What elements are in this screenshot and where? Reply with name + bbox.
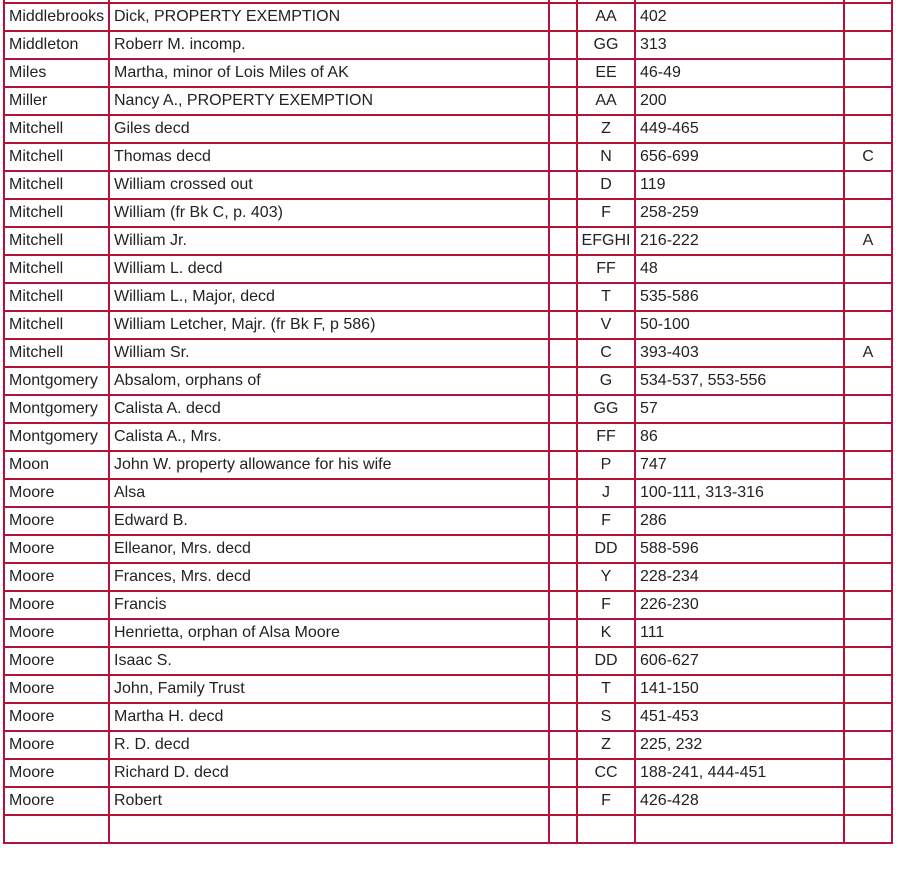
given-name-cell: William L., Major, decd <box>109 283 549 311</box>
note-cell <box>844 87 892 115</box>
blank-cell <box>549 31 577 59</box>
given-name-cell: Roberr M. incomp. <box>109 31 549 59</box>
book-cell: Y <box>577 563 635 591</box>
book-cell: K <box>577 619 635 647</box>
note-cell <box>844 283 892 311</box>
given-name-cell: William (fr Bk C, p. 403) <box>109 199 549 227</box>
estate-index-table <box>3 0 893 844</box>
given-name-cell: Francis <box>109 591 549 619</box>
blank-cell <box>549 535 577 563</box>
given-name-cell: Robert <box>109 787 549 815</box>
surname-cell: Moore <box>4 647 109 675</box>
surname-cell: Mitchell <box>4 255 109 283</box>
book-cell: FF <box>577 423 635 451</box>
blank-cell <box>549 115 577 143</box>
book-cell: EE <box>577 59 635 87</box>
pages-cell: 286 <box>635 507 844 535</box>
pages-cell: 606-627 <box>635 647 844 675</box>
blank-cell <box>549 619 577 647</box>
given-name-cell: Martha H. decd <box>109 703 549 731</box>
table-row <box>4 619 892 647</box>
table-row <box>4 283 892 311</box>
pages-cell: 141-150 <box>635 675 844 703</box>
table-row <box>4 339 892 367</box>
blank-cell <box>549 647 577 675</box>
pages-cell: 46-49 <box>635 59 844 87</box>
surname-cell: Middleton <box>4 31 109 59</box>
note-cell <box>844 31 892 59</box>
blank-cell <box>549 199 577 227</box>
table-row <box>4 31 892 59</box>
table-row <box>4 143 892 171</box>
table-row <box>4 311 892 339</box>
table-row <box>4 451 892 479</box>
note-cell <box>844 311 892 339</box>
table-row <box>4 199 892 227</box>
table-row <box>4 731 892 759</box>
pages-cell: 111 <box>635 619 844 647</box>
surname-cell: Moore <box>4 619 109 647</box>
table-row <box>4 647 892 675</box>
pages-cell <box>635 815 844 843</box>
pages-cell: 535-586 <box>635 283 844 311</box>
blank-cell <box>549 787 577 815</box>
pages-cell: 393-403 <box>635 339 844 367</box>
pages-cell: 588-596 <box>635 535 844 563</box>
book-cell: DD <box>577 535 635 563</box>
table-row <box>4 787 892 815</box>
given-name-cell: William crossed out <box>109 171 549 199</box>
surname-cell: Mitchell <box>4 143 109 171</box>
given-name-cell: Isaac S. <box>109 647 549 675</box>
given-name-cell: Alsa <box>109 479 549 507</box>
surname-cell: Mitchell <box>4 171 109 199</box>
table-row <box>4 591 892 619</box>
given-name-cell: Giles decd <box>109 115 549 143</box>
note-cell <box>844 3 892 31</box>
pages-cell: 228-234 <box>635 563 844 591</box>
note-cell: A <box>844 227 892 255</box>
book-cell: AA <box>577 87 635 115</box>
blank-cell <box>549 59 577 87</box>
given-name-cell: R. D. decd <box>109 731 549 759</box>
blank-cell <box>549 703 577 731</box>
surname-cell: Moore <box>4 507 109 535</box>
given-name-cell: Elleanor, Mrs. decd <box>109 535 549 563</box>
given-name-cell: Nancy A., PROPERTY EXEMPTION <box>109 87 549 115</box>
surname-cell: Moore <box>4 703 109 731</box>
book-cell <box>577 815 635 843</box>
given-name-cell: Dick, PROPERTY EXEMPTION <box>109 3 549 31</box>
note-cell <box>844 591 892 619</box>
blank-cell <box>549 227 577 255</box>
pages-cell: 86 <box>635 423 844 451</box>
surname-cell: Moore <box>4 479 109 507</box>
note-cell <box>844 507 892 535</box>
given-name-cell: William Jr. <box>109 227 549 255</box>
note-cell <box>844 731 892 759</box>
pages-cell: 226-230 <box>635 591 844 619</box>
surname-cell: Mitchell <box>4 283 109 311</box>
blank-cell <box>549 339 577 367</box>
pages-cell: 451-453 <box>635 703 844 731</box>
given-name-cell: Absalom, orphans of <box>109 367 549 395</box>
blank-cell <box>549 731 577 759</box>
blank-cell <box>549 479 577 507</box>
book-cell: T <box>577 675 635 703</box>
note-cell <box>844 59 892 87</box>
surname-cell: Mitchell <box>4 311 109 339</box>
given-name-cell: Frances, Mrs. decd <box>109 563 549 591</box>
blank-cell <box>549 423 577 451</box>
given-name-cell: Calista A., Mrs. <box>109 423 549 451</box>
pages-cell: 656-699 <box>635 143 844 171</box>
blank-cell <box>549 283 577 311</box>
given-name-cell: John, Family Trust <box>109 675 549 703</box>
book-cell: Z <box>577 731 635 759</box>
book-cell: AA <box>577 3 635 31</box>
pages-cell: 216-222 <box>635 227 844 255</box>
pages-cell: 426-428 <box>635 787 844 815</box>
blank-cell <box>549 563 577 591</box>
blank-cell <box>549 507 577 535</box>
note-cell <box>844 115 892 143</box>
pages-cell: 449-465 <box>635 115 844 143</box>
book-cell: FF <box>577 255 635 283</box>
blank-cell <box>549 87 577 115</box>
book-cell: D <box>577 171 635 199</box>
surname-cell: Montgomery <box>4 367 109 395</box>
surname-cell <box>4 815 109 843</box>
table-row <box>4 563 892 591</box>
table-row <box>4 115 892 143</box>
note-cell <box>844 787 892 815</box>
note-cell <box>844 395 892 423</box>
table-row <box>4 759 892 787</box>
book-cell: EFGHI <box>577 227 635 255</box>
note-cell <box>844 479 892 507</box>
pages-cell: 534-537, 553-556 <box>635 367 844 395</box>
blank-cell <box>549 675 577 703</box>
surname-cell: Moore <box>4 759 109 787</box>
note-cell: A <box>844 339 892 367</box>
blank-cell <box>549 171 577 199</box>
estate-index-body <box>4 0 892 843</box>
surname-cell: Mitchell <box>4 115 109 143</box>
table-row <box>4 367 892 395</box>
pages-cell: 188-241, 444-451 <box>635 759 844 787</box>
note-cell <box>844 619 892 647</box>
blank-cell <box>549 759 577 787</box>
surname-cell: Montgomery <box>4 423 109 451</box>
pages-cell: 50-100 <box>635 311 844 339</box>
pages-cell: 313 <box>635 31 844 59</box>
given-name-cell: Thomas decd <box>109 143 549 171</box>
given-name-cell: William L. decd <box>109 255 549 283</box>
table-row <box>4 703 892 731</box>
book-cell: GG <box>577 31 635 59</box>
book-cell: F <box>577 199 635 227</box>
book-cell: J <box>577 479 635 507</box>
given-name-cell: Calista A. decd <box>109 395 549 423</box>
book-cell: G <box>577 367 635 395</box>
note-cell <box>844 647 892 675</box>
given-name-cell: Henrietta, orphan of Alsa Moore <box>109 619 549 647</box>
surname-cell: Moore <box>4 591 109 619</box>
book-cell: F <box>577 787 635 815</box>
book-cell: T <box>577 283 635 311</box>
table-row <box>4 227 892 255</box>
table-row <box>4 59 892 87</box>
book-cell: S <box>577 703 635 731</box>
surname-cell: Montgomery <box>4 395 109 423</box>
note-cell <box>844 675 892 703</box>
note-cell <box>844 171 892 199</box>
surname-cell: Mitchell <box>4 227 109 255</box>
note-cell <box>844 423 892 451</box>
book-cell: Z <box>577 115 635 143</box>
pages-cell: 100-111, 313-316 <box>635 479 844 507</box>
pages-cell: 200 <box>635 87 844 115</box>
table-row <box>4 423 892 451</box>
blank-cell <box>549 591 577 619</box>
note-cell <box>844 255 892 283</box>
note-cell <box>844 703 892 731</box>
book-cell: N <box>577 143 635 171</box>
book-cell: F <box>577 507 635 535</box>
pages-cell: 747 <box>635 451 844 479</box>
pages-cell: 225, 232 <box>635 731 844 759</box>
book-cell: CC <box>577 759 635 787</box>
table-row <box>4 675 892 703</box>
table-row <box>4 479 892 507</box>
table-row <box>4 3 892 31</box>
book-cell: C <box>577 339 635 367</box>
note-cell <box>844 535 892 563</box>
note-cell <box>844 563 892 591</box>
pages-cell: 258-259 <box>635 199 844 227</box>
book-cell: GG <box>577 395 635 423</box>
blank-cell <box>549 143 577 171</box>
blank-cell <box>549 367 577 395</box>
table-row <box>4 535 892 563</box>
given-name-cell: Martha, minor of Lois Miles of AK <box>109 59 549 87</box>
given-name-cell: William Sr. <box>109 339 549 367</box>
table-row <box>4 171 892 199</box>
pages-cell: 57 <box>635 395 844 423</box>
blank-cell <box>549 255 577 283</box>
table-row <box>4 255 892 283</box>
surname-cell: Moore <box>4 787 109 815</box>
surname-cell: Mitchell <box>4 199 109 227</box>
blank-cell <box>549 451 577 479</box>
pages-cell: 48 <box>635 255 844 283</box>
surname-cell: Moore <box>4 731 109 759</box>
blank-cell <box>549 815 577 843</box>
note-cell <box>844 815 892 843</box>
surname-cell: Miller <box>4 87 109 115</box>
book-cell: P <box>577 451 635 479</box>
given-name-cell: Richard D. decd <box>109 759 549 787</box>
surname-cell: Moon <box>4 451 109 479</box>
note-cell <box>844 759 892 787</box>
table-row <box>4 395 892 423</box>
surname-cell: Moore <box>4 675 109 703</box>
surname-cell: Moore <box>4 535 109 563</box>
blank-cell <box>549 395 577 423</box>
book-cell: F <box>577 591 635 619</box>
note-cell: C <box>844 143 892 171</box>
book-cell: DD <box>577 647 635 675</box>
table-row <box>4 815 892 843</box>
surname-cell: Middlebrooks <box>4 3 109 31</box>
note-cell <box>844 199 892 227</box>
surname-cell: Miles <box>4 59 109 87</box>
note-cell <box>844 451 892 479</box>
pages-cell: 119 <box>635 171 844 199</box>
blank-cell <box>549 311 577 339</box>
table-row <box>4 507 892 535</box>
given-name-cell <box>109 815 549 843</box>
note-cell <box>844 367 892 395</box>
given-name-cell: John W. property allowance for his wife <box>109 451 549 479</box>
surname-cell: Mitchell <box>4 339 109 367</box>
given-name-cell: Edward B. <box>109 507 549 535</box>
blank-cell <box>549 3 577 31</box>
pages-cell: 402 <box>635 3 844 31</box>
surname-cell: Moore <box>4 563 109 591</box>
given-name-cell: William Letcher, Majr. (fr Bk F, p 586) <box>109 311 549 339</box>
book-cell: V <box>577 311 635 339</box>
table-row <box>4 87 892 115</box>
